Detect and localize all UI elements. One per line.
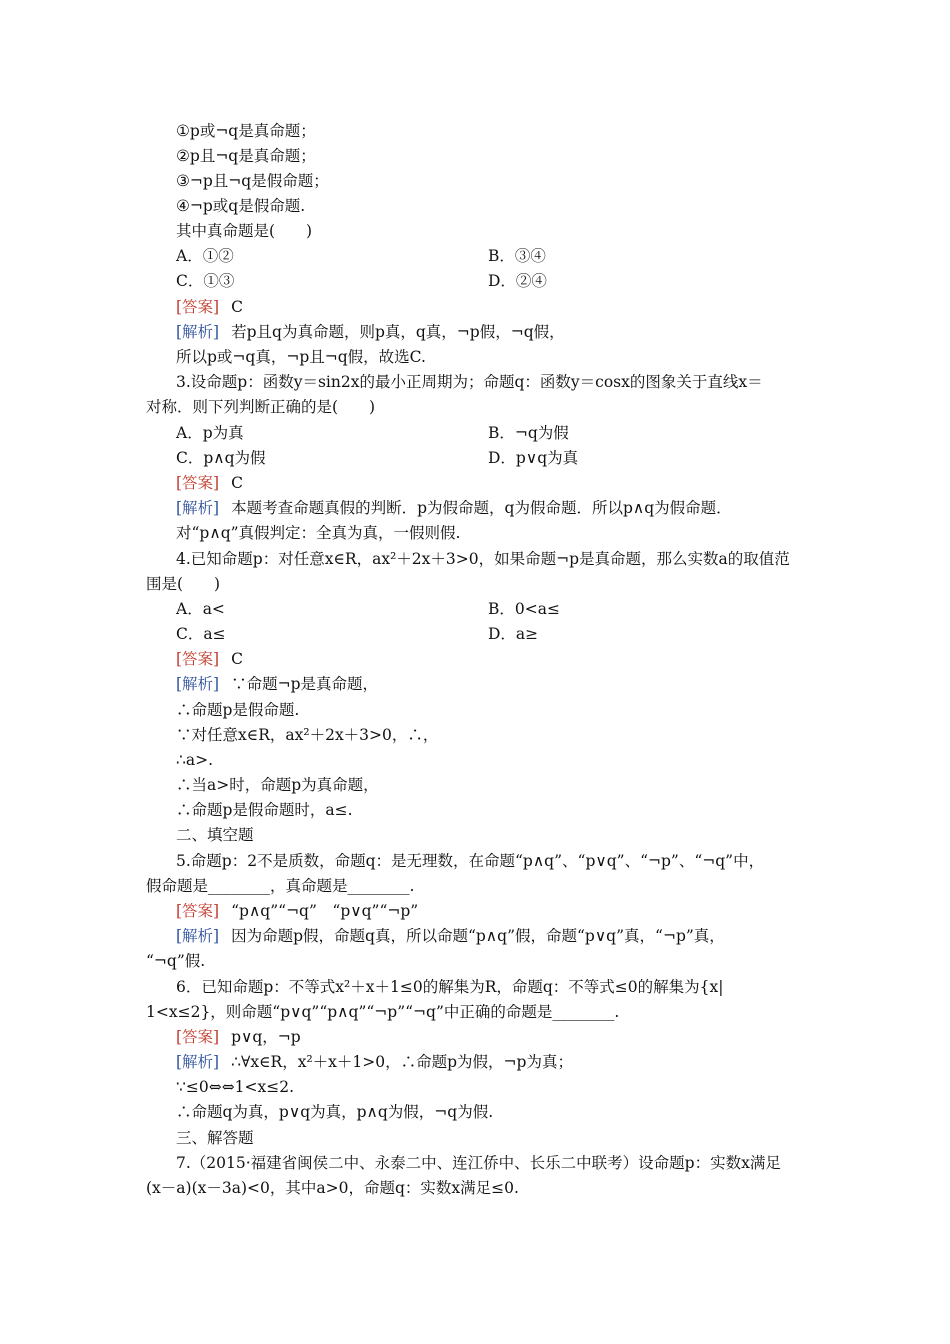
q3-option-c: C．p∧q为假 [176, 449, 266, 467]
analysis-text: ∵命题¬p是真命题， [231, 675, 379, 693]
q3-option-d: D．p∨q为真 [488, 449, 579, 467]
q5-answer [0, 899, 950, 924]
q6-stem-2: 1<x≤2}，则命题“p∨q”“p∧q”“¬p”“¬q”中正确的命题是________. [146, 1003, 620, 1021]
q2-option-d: D．②④ [488, 272, 547, 290]
q4-analysis-3: ∵对任意x∈R，ax²＋2x＋3>0，∴， [176, 726, 439, 744]
analysis-label: [解析] [176, 323, 220, 341]
q2-analysis-1 [0, 320, 950, 345]
answer-value: C [231, 474, 243, 492]
q2-statement-1: ①p或¬q是真命题； [176, 122, 316, 140]
q5-analysis-2: “¬q”假. [146, 952, 206, 970]
q3-options-row-1 [0, 421, 950, 446]
analysis-text: 若p且q为真命题，则p真，q真，¬p假，¬q假， [231, 323, 565, 341]
answer-label: [答案] [176, 474, 220, 492]
q4-option-d: D．a≥ [488, 625, 539, 643]
analysis-text: 本题考查命题真假的判断．p为假命题，q为假命题．所以p∧q为假命题． [231, 499, 732, 517]
q4-stem-1: 4.已知命题p：对任意x∈R，ax²＋2x＋3>0，如果命题¬p是真命题，那么实数a的取值范 [176, 550, 790, 568]
q3-stem-1: 3.设命题p：函数y＝sin2x的最小正周期为；命题q：函数y＝cosx的图象关于直线x＝ [176, 373, 763, 391]
q4-analysis-5: ∴当a>时，命题p为真命题， [176, 776, 379, 794]
q2-prompt: 其中真命题是( ) [176, 222, 313, 240]
q5-stem-1: 5.命题p：2不是质数，命题q：是无理数，在命题“p∧q”、“p∨q”、“¬p”、“¬q”中， [176, 852, 765, 870]
q2-option-a: A．①② [176, 247, 234, 265]
q2-answer [0, 295, 950, 320]
q6-analysis-3: ∴命题q为真，p∨q为真，p∧q为假，¬q为假. [176, 1103, 494, 1121]
analysis-label: [解析] [176, 1053, 220, 1071]
q2-option-c: C．①③ [176, 272, 235, 290]
answer-label: [答案] [176, 298, 220, 316]
q4-option-a: A．a< [176, 600, 225, 618]
q4-analysis-4: ∴a>. [176, 751, 214, 769]
analysis-label: [解析] [176, 927, 220, 945]
q4-option-b: B．0<a≤ [488, 600, 560, 618]
q3-option-a: A．p为真 [176, 424, 244, 442]
q3-options-row-2 [0, 446, 950, 471]
q4-answer [0, 647, 950, 672]
q7-stem-1: 7.（2015·福建省闽侯二中、永泰二中、连江侨中、长乐二中联考）设命题p：实数x满足 [176, 1154, 781, 1172]
q6-analysis-2: ∵≤0⇔⇔1<x≤2. [176, 1078, 295, 1096]
q2-statement-3: ③¬p且¬q是假命题； [176, 172, 329, 190]
q3-option-b: B．¬q为假 [488, 424, 569, 442]
answer-value: p∨q，¬p [231, 1028, 301, 1046]
q2-analysis-2: 所以p或¬q真，¬p且¬q假，故选C. [176, 348, 426, 366]
q2-options-row-1 [0, 244, 950, 269]
analysis-label: [解析] [176, 675, 220, 693]
answer-label: [答案] [176, 650, 220, 668]
section-heading-fill-in: 二、填空题 [176, 826, 254, 844]
analysis-text: ∴∀x∈R，x²＋x＋1>0，∴命题p为假，¬p为真； [231, 1053, 573, 1071]
q4-analysis-1 [0, 672, 950, 697]
q3-answer [0, 471, 950, 496]
analysis-text: 因为命题p假，命题q真，所以命题“p∧q”假，命题“p∨q”真，“¬p”真， [231, 927, 725, 945]
q5-analysis-1 [0, 924, 950, 949]
q4-analysis-2: ∴命题p是假命题. [176, 701, 300, 719]
q7-stem-2: (x－a)(x－3a)<0，其中a>0，命题q：实数x满足≤0. [146, 1179, 519, 1197]
q4-options-row-1 [0, 597, 950, 622]
q2-statement-2: ②p且¬q是真命题； [176, 147, 316, 165]
answer-label: [答案] [176, 902, 220, 920]
q4-analysis-6: ∴命题p是假命题时，a≤. [176, 801, 353, 819]
q2-option-b: B．③④ [488, 247, 546, 265]
q6-answer [0, 1025, 950, 1050]
q2-statement-4: ④¬p或q是假命题. [176, 197, 306, 215]
q3-analysis-2: 对“p∧q”真假判定：全真为真，一假则假. [176, 524, 461, 542]
q6-analysis-1 [0, 1050, 950, 1075]
q2-options-row-2 [0, 269, 950, 294]
q4-stem-2: 围是( ) [146, 575, 221, 593]
answer-label: [答案] [176, 1028, 220, 1046]
answer-value: C [231, 650, 243, 668]
q3-analysis-1 [0, 496, 950, 521]
answer-value: C [231, 298, 243, 316]
section-heading-solutions: 三、解答题 [176, 1129, 254, 1147]
q4-options-row-2 [0, 622, 950, 647]
q4-option-c: C．a≤ [176, 625, 226, 643]
answer-value: “p∧q”“¬q” “p∨q”“¬p” [231, 902, 419, 920]
q5-stem-2: 假命题是________，真命题是________. [146, 877, 415, 895]
analysis-label: [解析] [176, 499, 220, 517]
q6-stem-1: 6．已知命题p：不等式x²＋x＋1≤0的解集为R，命题q：不等式≤0的解集为{x| [176, 978, 724, 996]
q3-stem-2: 对称．则下列判断正确的是( ) [146, 398, 376, 416]
